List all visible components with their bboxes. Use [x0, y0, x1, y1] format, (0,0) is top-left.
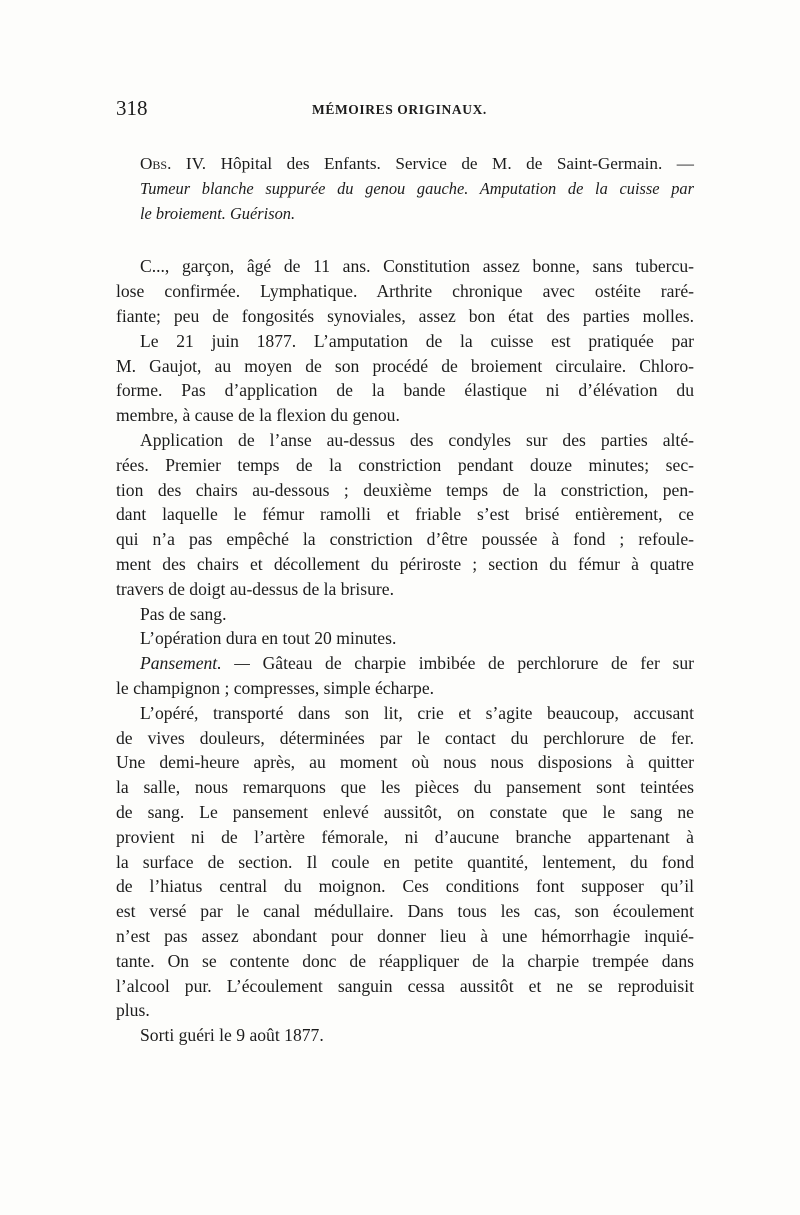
text-line: plus.	[116, 1000, 150, 1021]
text-line: Application de l’anse au-dessus des condyles sur des parties alté-	[140, 429, 694, 450]
text-line: fiante; peu de fongosités synoviales, assez bon état des parties molles.	[116, 305, 694, 326]
obs-label: Obs.	[140, 154, 172, 173]
text-line: Une demi-heure après, au moment où nous nous disposions à quitter	[116, 752, 694, 773]
text-line: l’alcool pur. L’écoulement sanguin cessa aussitôt et ne se reproduisit	[116, 975, 694, 996]
text-line: n’est pas assez abondant pour donner lieu à une hémorrhagie inquié-	[116, 925, 694, 946]
pansement-text: Gâteau de charpie imbibée de perchlorure de fer sur	[262, 653, 694, 674]
text-line: lose confirmée. Lymphatique. Arthrite chronique avec ostéite raré-	[116, 281, 694, 302]
running-title: MÉMOIRES ORIGINAUX.	[312, 102, 487, 117]
pansement-label: Pansement. —	[140, 653, 250, 674]
observation-text	[116, 152, 694, 1048]
text-line: de l’hiatus central du moignon. Ces conditions font supposer qu’il	[116, 876, 694, 897]
observation-heading-line-3: le broiement. Guérison.	[140, 203, 296, 223]
text-line: travers de doigt au-dessus de la brisure.	[116, 578, 394, 599]
text-line: ment des chairs et décollement du périroste ; section du fémur à quatre	[116, 553, 694, 574]
text-line: rées. Premier temps de la constriction pendant douze minutes; sec-	[116, 454, 694, 475]
page-header	[116, 96, 688, 126]
text-line: dant laquelle le fémur ramolli et friable s’est brisé entièrement, ce	[116, 504, 694, 525]
text-line: qui n’a pas empêché la constriction d’être poussée à fond ; refoule-	[116, 529, 694, 550]
text-line: Pas de sang.	[140, 603, 227, 624]
text-line: la salle, nous remarquons que les pièces du pansement sont teintées	[116, 777, 694, 798]
paragraph-gap	[116, 226, 694, 254]
text-line: est versé par le canal médullaire. Dans tous les cas, son écoulement	[116, 901, 694, 922]
text-line: tante. On se contente donc de réappliquer de la charpie trempée dans	[116, 950, 694, 971]
text-line: Le 21 juin 1877. L’amputation de la cuisse est pratiquée par	[140, 330, 694, 351]
pansement-line	[116, 651, 694, 676]
text-line: tion des chairs au-dessous ; deuxième temps de la constriction, pen-	[116, 479, 694, 500]
page-number: 318	[116, 96, 148, 120]
text-line: le champignon ; compresses, simple écharpe.	[116, 677, 435, 698]
text-line: C..., garçon, âgé de 11 ans. Constitution assez bonne, sans tubercu-	[140, 256, 694, 277]
text-line: provient ni de l’artère fémorale, ni d’aucune branche appartenant à	[116, 826, 694, 847]
observation-heading-rest: IV. Hôpital des Enfants. Service de M. de Saint-Germain. —	[171, 154, 694, 173]
text-line: L’opéré, transporté dans son lit, crie et s’agite beaucoup, accusant	[140, 702, 694, 723]
text-line: de vives douleurs, déterminées par le contact du perchlorure de fer.	[116, 727, 694, 748]
text-line: de sang. Le pansement enlevé aussitôt, on constate que le sang ne	[116, 801, 694, 822]
text-line: la surface de section. Il coule en petite quantité, lentement, du fond	[116, 851, 694, 872]
text-line: membre, à cause de la flexion du genou.	[116, 405, 400, 426]
text-line: L’opération dura en tout 20 minutes.	[140, 628, 397, 649]
observation-heading-line-1	[116, 152, 694, 177]
text-line: forme. Pas d’application de la bande élastique ni d’élévation du	[116, 380, 694, 401]
observation-heading-line-2: Tumeur blanche suppurée du genou gauche. Amputation de la cuisse par	[140, 178, 694, 198]
text-line: M. Gaujot, au moyen de son procédé de broiement circulaire. Chloro-	[116, 355, 694, 376]
text-line: Sorti guéri le 9 août 1877.	[140, 1025, 324, 1046]
